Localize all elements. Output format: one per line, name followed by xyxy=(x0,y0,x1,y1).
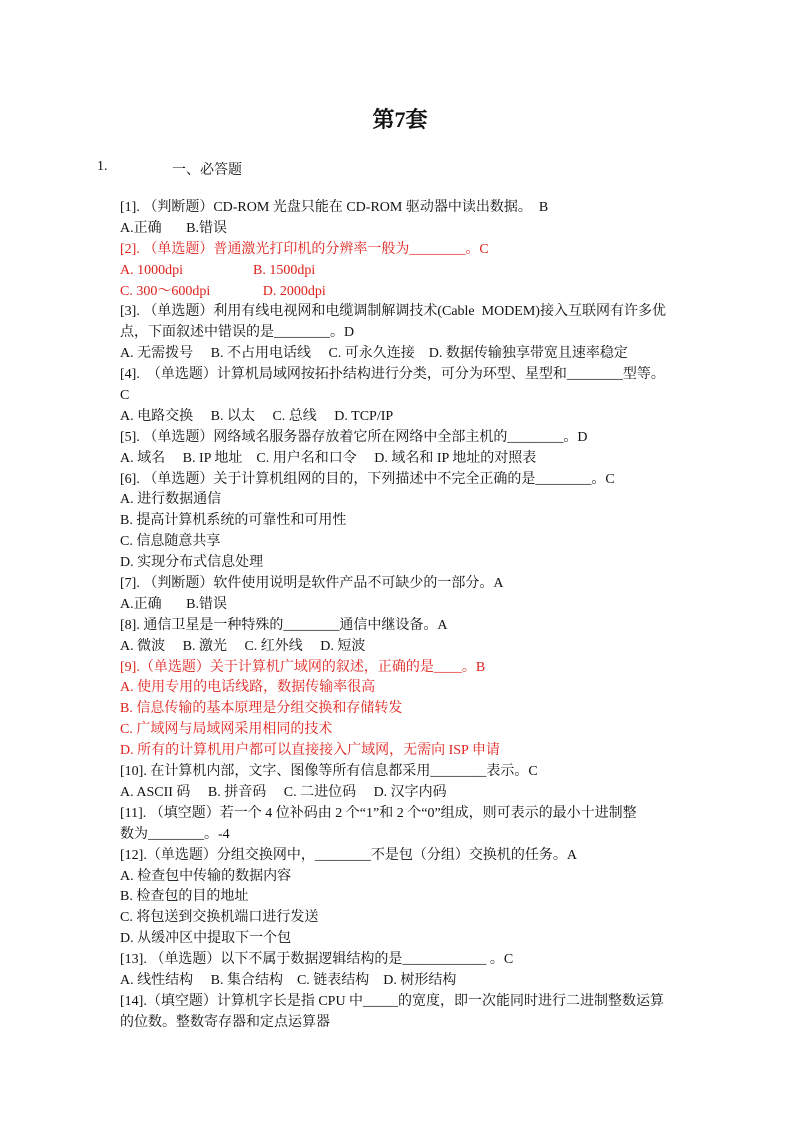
question-line: A. 线性结构 B. 集合结构 C. 链表结构 D. 树形结构 xyxy=(120,972,457,988)
question-list xyxy=(120,198,685,1034)
question-line: [6]. （单选题）关于计算机组网的目的，下列描述中不完全正确的是________。C xyxy=(120,471,615,487)
question-line: D. 实现分布式信息处理 xyxy=(120,555,264,571)
question-line: [11]. （填空题）若一个 4 位补码由 2 个“1”和 2 个“0”组成，则可表示的最小十进制整 xyxy=(120,805,637,821)
question-line: 的位数。整数寄存器和定点运算器 xyxy=(120,1014,330,1030)
question-line: C. 信息随意共享 xyxy=(120,534,221,550)
question-line: [2]. （单选题）普通激光打印机的分辨率一般为________。C xyxy=(120,241,489,257)
question-line: [8]. 通信卫星是一种特殊的________通信中继设备。A xyxy=(120,617,448,633)
question-line: [13]. （单选题）以下不属于数据逻辑结构的是____________ 。C xyxy=(120,952,514,968)
question-line: [12].（单选题）分组交换网中，________不是包（分组）交换机的任务。A xyxy=(120,847,577,863)
question-line: [10]. 在计算机内部，文字、图像等所有信息都采用________表示。C xyxy=(120,764,538,780)
question-line: A. 电路交换 B. 以太 C. 总线 D. TCP/IP xyxy=(120,408,394,424)
question-line: [1]. （判断题）CD-ROM 光盘只能在 CD-ROM 驱动器中读出数据。 B xyxy=(120,200,549,215)
question-line: B. 信息传输的基本原理是分组交换和存储转发 xyxy=(120,701,403,717)
question-line: A. 1000dpi B. 1500dpi xyxy=(120,262,316,278)
question-line: B. 提高计算机系统的可靠性和可用性 xyxy=(120,513,347,529)
question-line: A.正确 B.错误 xyxy=(120,220,227,236)
question-line: [14].（填空题）计算机字长是指 CPU 中_____的宽度，即一次能同时进行二进制整数运算 xyxy=(120,993,665,1009)
question-line: [7]. （判断题）软件使用说明是软件产品不可缺少的一部分。A xyxy=(120,576,504,592)
question-line: C. 广域网与局域网采用相同的技术 xyxy=(120,722,333,738)
question-line: A. 域名 B. IP 地址 C. 用户名和口令 D. 域名和 IP 地址的对照表 xyxy=(120,450,537,466)
question-line: D. 从缓冲区中提取下一个包 xyxy=(120,931,292,947)
question-line: A. 进行数据通信 xyxy=(120,492,222,508)
question-line: D. 所有的计算机用户都可以直接接入广域网，无需向 ISP 申请 xyxy=(120,743,500,759)
question-line: A. 使用专用的电话线路，数据传输率很高 xyxy=(120,680,376,696)
section-title: 一、必答题 xyxy=(172,163,242,178)
question-line: A. 无需拨号 B. 不占用电话线 C. 可永久连接 D. 数据传输独享带宽且速率稳定 xyxy=(120,346,628,362)
question-line: A. 微波 B. 激光 C. 红外线 D. 短波 xyxy=(120,638,366,654)
question-line: C. 将包送到交换机端口进行发送 xyxy=(120,910,319,926)
question-line: 数为________。-4 xyxy=(120,826,230,842)
question-line: A. 检查包中传输的数据内容 xyxy=(120,868,292,884)
question-line: [3]. （单选题）利用有线电视网和电缆调制解调技术(Cable MODEM)接入互联网有许多优 xyxy=(120,304,666,320)
question-line: A.正确 B.错误 xyxy=(120,596,227,612)
question-line: C. 300～600dpi D. 2000dpi xyxy=(120,283,326,299)
question-line: 点，下面叙述中错误的是________。D xyxy=(120,325,355,341)
question-line: A. ASCII 码 B. 拼音码 C. 二进位码 D. 汉字内码 xyxy=(120,784,447,800)
question-line: [9].（单选题）关于计算机广域网的叙述，正确的是____。B xyxy=(120,659,486,675)
question-line: [5]. （单选题）网络域名服务器存放着它所在网络中全部主机的________。D xyxy=(120,429,588,445)
question-line: [4]. （单选题）计算机局域网按拓扑结构进行分类，可分为环型、星型和________型等。 xyxy=(120,367,665,383)
question-line: C xyxy=(120,388,130,404)
section-number: 1. xyxy=(97,159,108,174)
document-title: 第7套 xyxy=(372,107,428,132)
question-line: B. 检查包的目的地址 xyxy=(120,889,249,905)
